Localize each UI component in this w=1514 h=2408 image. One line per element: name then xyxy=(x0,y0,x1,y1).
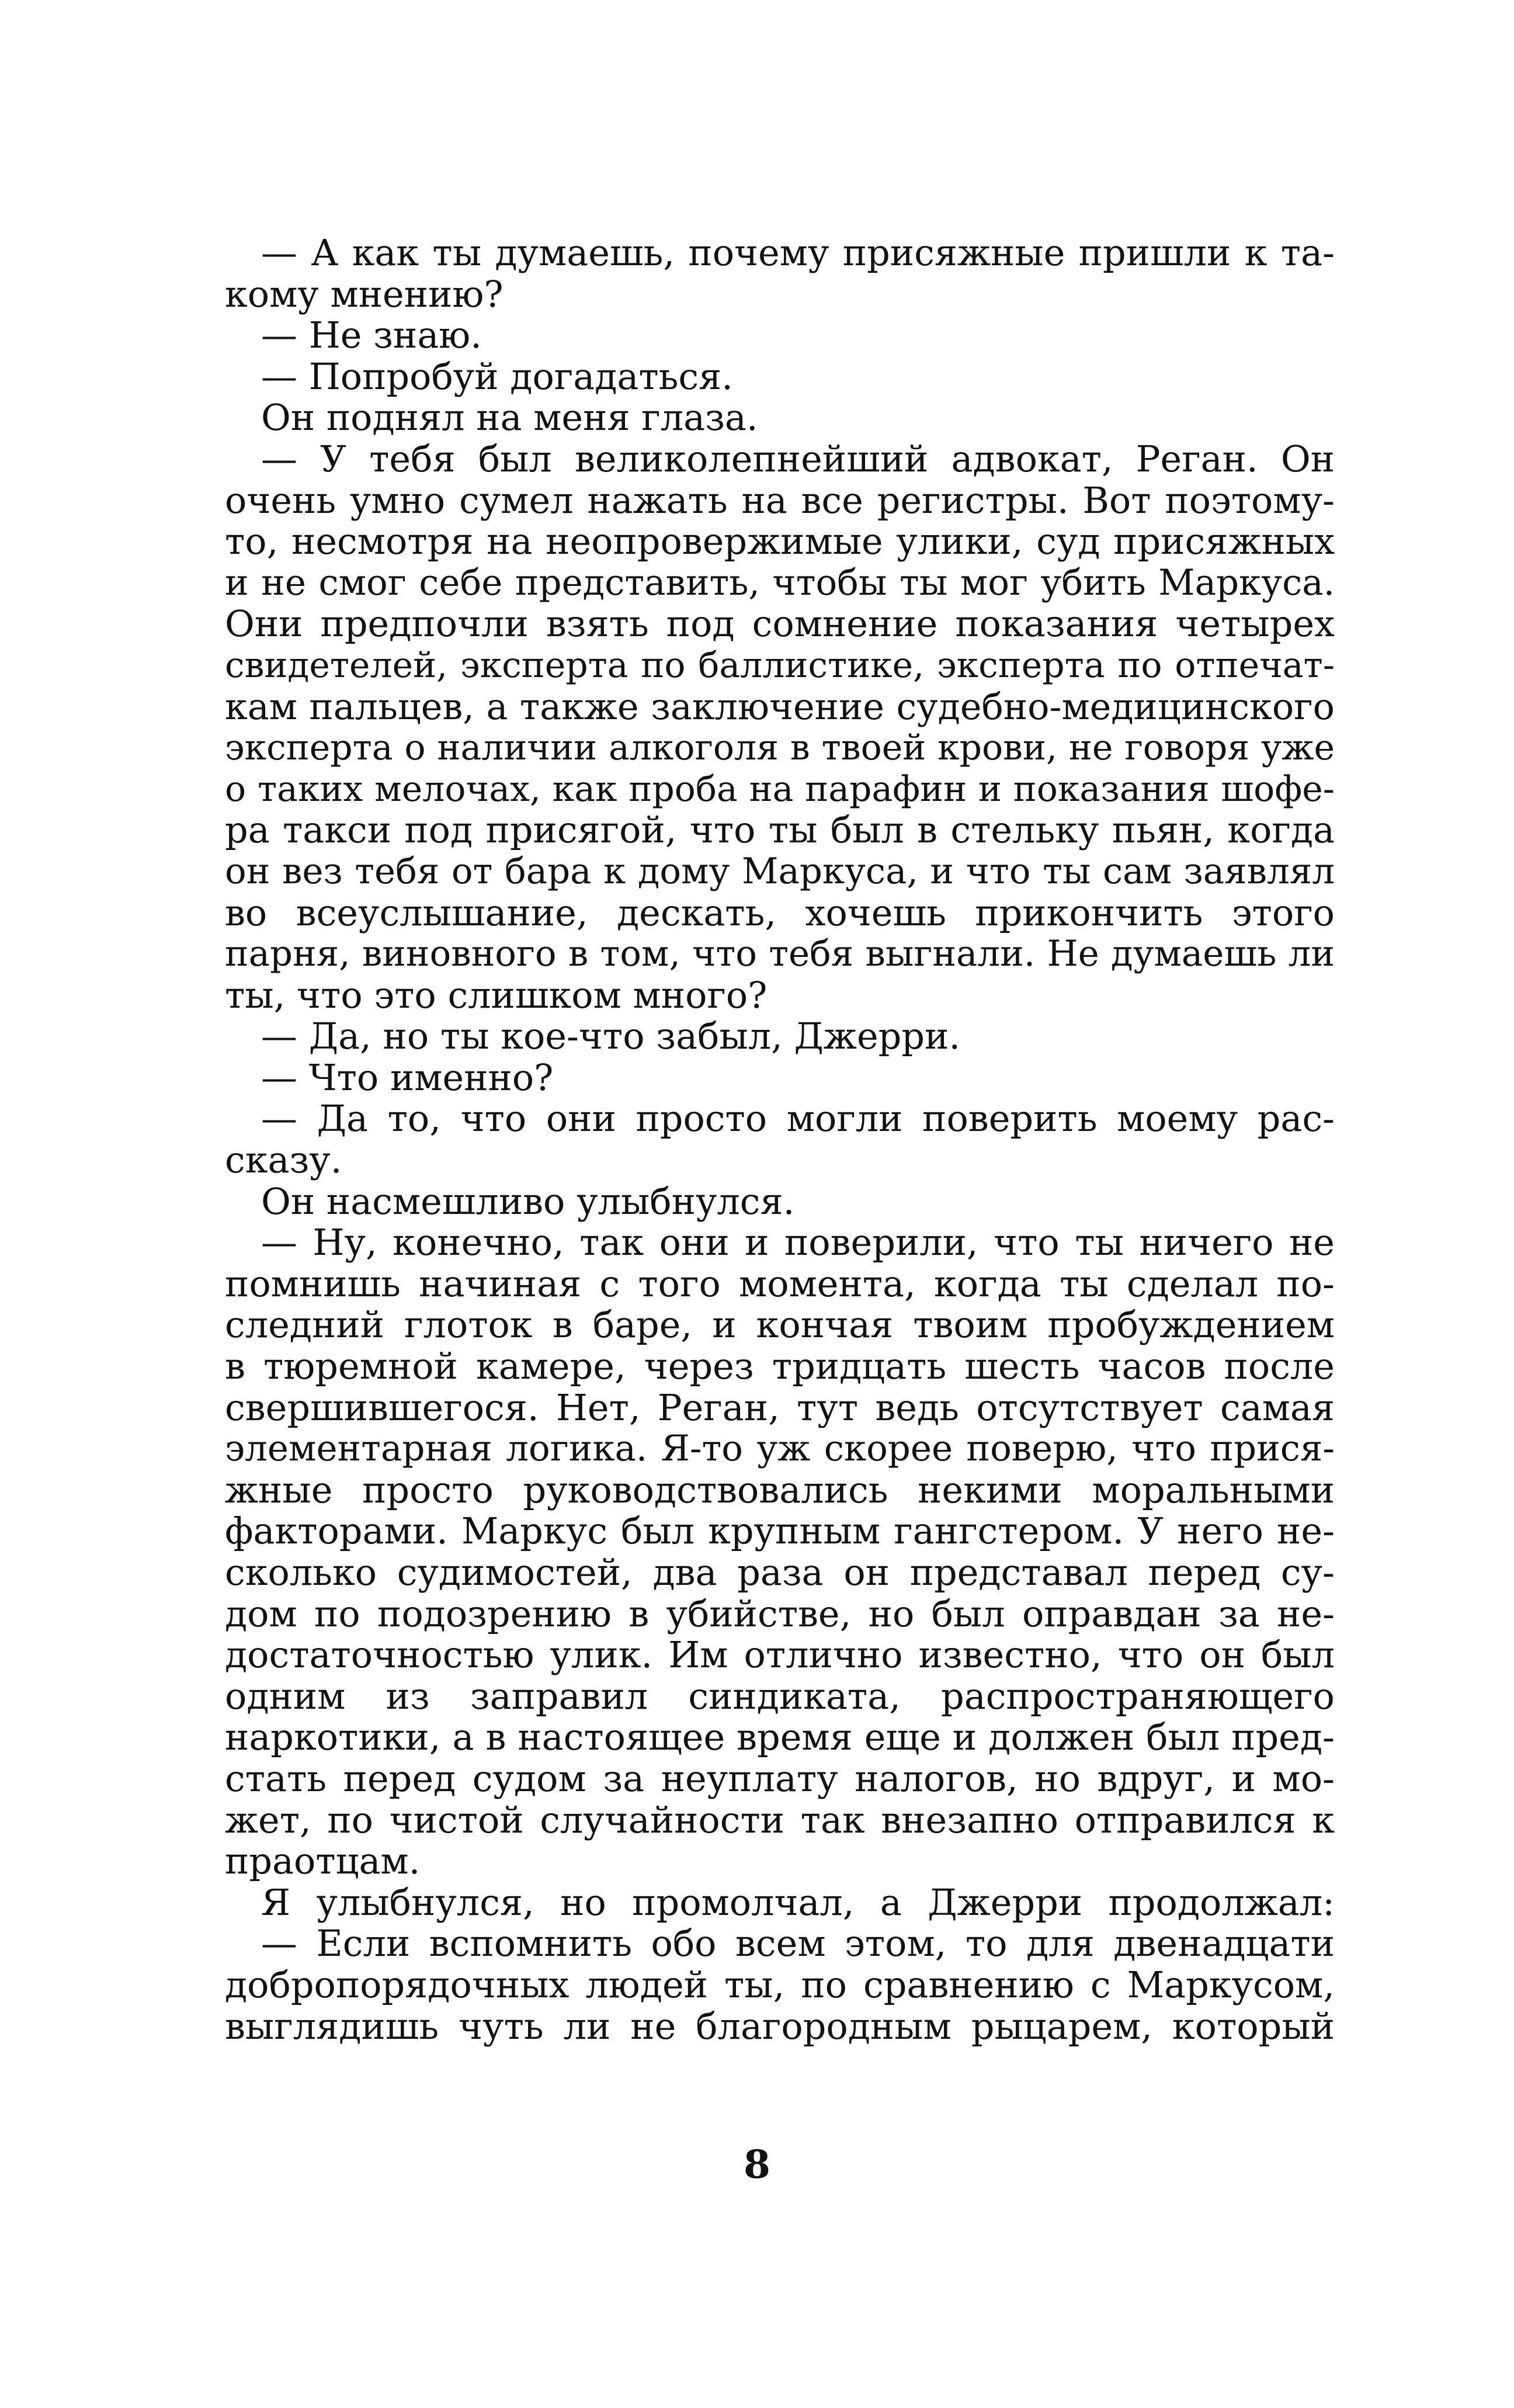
text-line: — У тебя был великолепнейший адвокат, Реган. Он xyxy=(261,437,1335,480)
text-line: наркотики, а в настоящее время еще и должен был пред- xyxy=(225,1716,1335,1759)
text-line: то, несмотря на неопровержимые улики, суд присяжных xyxy=(225,520,1335,563)
page-number: 8 xyxy=(744,2142,770,2187)
text-line: — Что именно? xyxy=(261,1056,554,1099)
text-line: дом по подозрению в убийстве, но был оправдан за не- xyxy=(225,1592,1335,1635)
text-line: в тюремной камере, через тридцать шесть часов после xyxy=(225,1345,1335,1388)
text-line: — А как ты думаешь, почему присяжные пришли к та- xyxy=(261,231,1335,274)
text-line: факторами. Маркус был крупным гангстером. У него не- xyxy=(225,1510,1335,1553)
text-line: элементарная логика. Я-то уж скорее поверю, что прися- xyxy=(225,1428,1335,1470)
text-line: парня, виновного в том, что тебя выгнали. Не думаешь ли xyxy=(225,933,1335,975)
text-line: — Ну, конечно, так они и поверили, что ты ничего не xyxy=(261,1221,1335,1264)
text-line: ра такси под присягой, что ты был в стельку пьян, когда xyxy=(225,809,1335,852)
text-line: о таких мелочах, как проба на парафин и показания шофе- xyxy=(225,768,1335,810)
text-line: Он насмешливо улыбнулся. xyxy=(261,1179,795,1223)
text-line: — Да то, что они просто могли поверить моему рас- xyxy=(261,1097,1335,1140)
text-line: ты, что это слишком много? xyxy=(225,973,768,1016)
text-line: стать перед судом за неуплату налогов, но вдруг, и мо- xyxy=(225,1757,1335,1800)
text-line: — Не знаю. xyxy=(261,314,482,357)
text-line: добропорядочных людей ты, по сравнению с Маркусом, xyxy=(225,1963,1335,2006)
text-line: одним из заправил синдиката, распространяющего xyxy=(225,1674,1335,1717)
text-line: свидетелей, эксперта по баллистике, эксперта по отпечат- xyxy=(225,644,1335,686)
text-line: Он поднял на меня глаза. xyxy=(261,396,758,439)
text-line: Я улыбнулся, но промолчал, а Джерри продолжал: xyxy=(261,1880,1335,1924)
text-line: жет, по чистой случайности так внезапно отправился к xyxy=(225,1798,1335,1841)
text-line: кому мнению? xyxy=(225,272,503,315)
text-line: помнишь начиная с того момента, когда ты сделал по- xyxy=(225,1262,1335,1305)
text-line: свершившегося. Нет, Реган, тут ведь отсутствует самая xyxy=(225,1386,1335,1429)
body-text xyxy=(225,233,1335,2047)
text-line: праотцам. xyxy=(225,1840,421,1883)
text-line: следний глоток в баре, и кончая твоим пробуждением xyxy=(225,1303,1335,1347)
text-line: жные просто руководствовались некими моральными xyxy=(225,1468,1335,1511)
text-line: — Да, но ты кое-что забыл, Джерри. xyxy=(261,1015,961,1058)
text-line: и не смог себе представить, чтобы ты мог убить Маркуса. xyxy=(225,561,1335,603)
text-line: очень умно сумел нажать на все регистры. Вот поэтому- xyxy=(225,478,1335,522)
text-line: выглядишь чуть ли не благородным рыцарем, который xyxy=(225,2004,1335,2048)
text-line: — Попробуй догадаться. xyxy=(261,355,733,398)
text-line: во всеуслышание, дескать, хочешь прикончить этого xyxy=(225,891,1335,934)
text-line: эксперта о наличии алкоголя в твоей крови, не говоря уже xyxy=(225,727,1335,769)
text-line: кам пальцев, а также заключение судебно-медицинского xyxy=(225,685,1335,728)
text-line: сказу. xyxy=(225,1139,342,1182)
text-line: достаточностью улик. Им отлично известно, что он был xyxy=(225,1633,1335,1677)
text-line: он вез тебя от бара к дому Маркуса, и что ты сам заявлял xyxy=(225,850,1335,892)
text-line: Они предпочли взять под сомнение показания четырех xyxy=(225,602,1335,646)
text-line: — Если вспомнить обо всем этом, то для двенадцати xyxy=(261,1922,1335,1965)
text-line: сколько судимостей, два раза он представал перед су- xyxy=(225,1551,1335,1594)
